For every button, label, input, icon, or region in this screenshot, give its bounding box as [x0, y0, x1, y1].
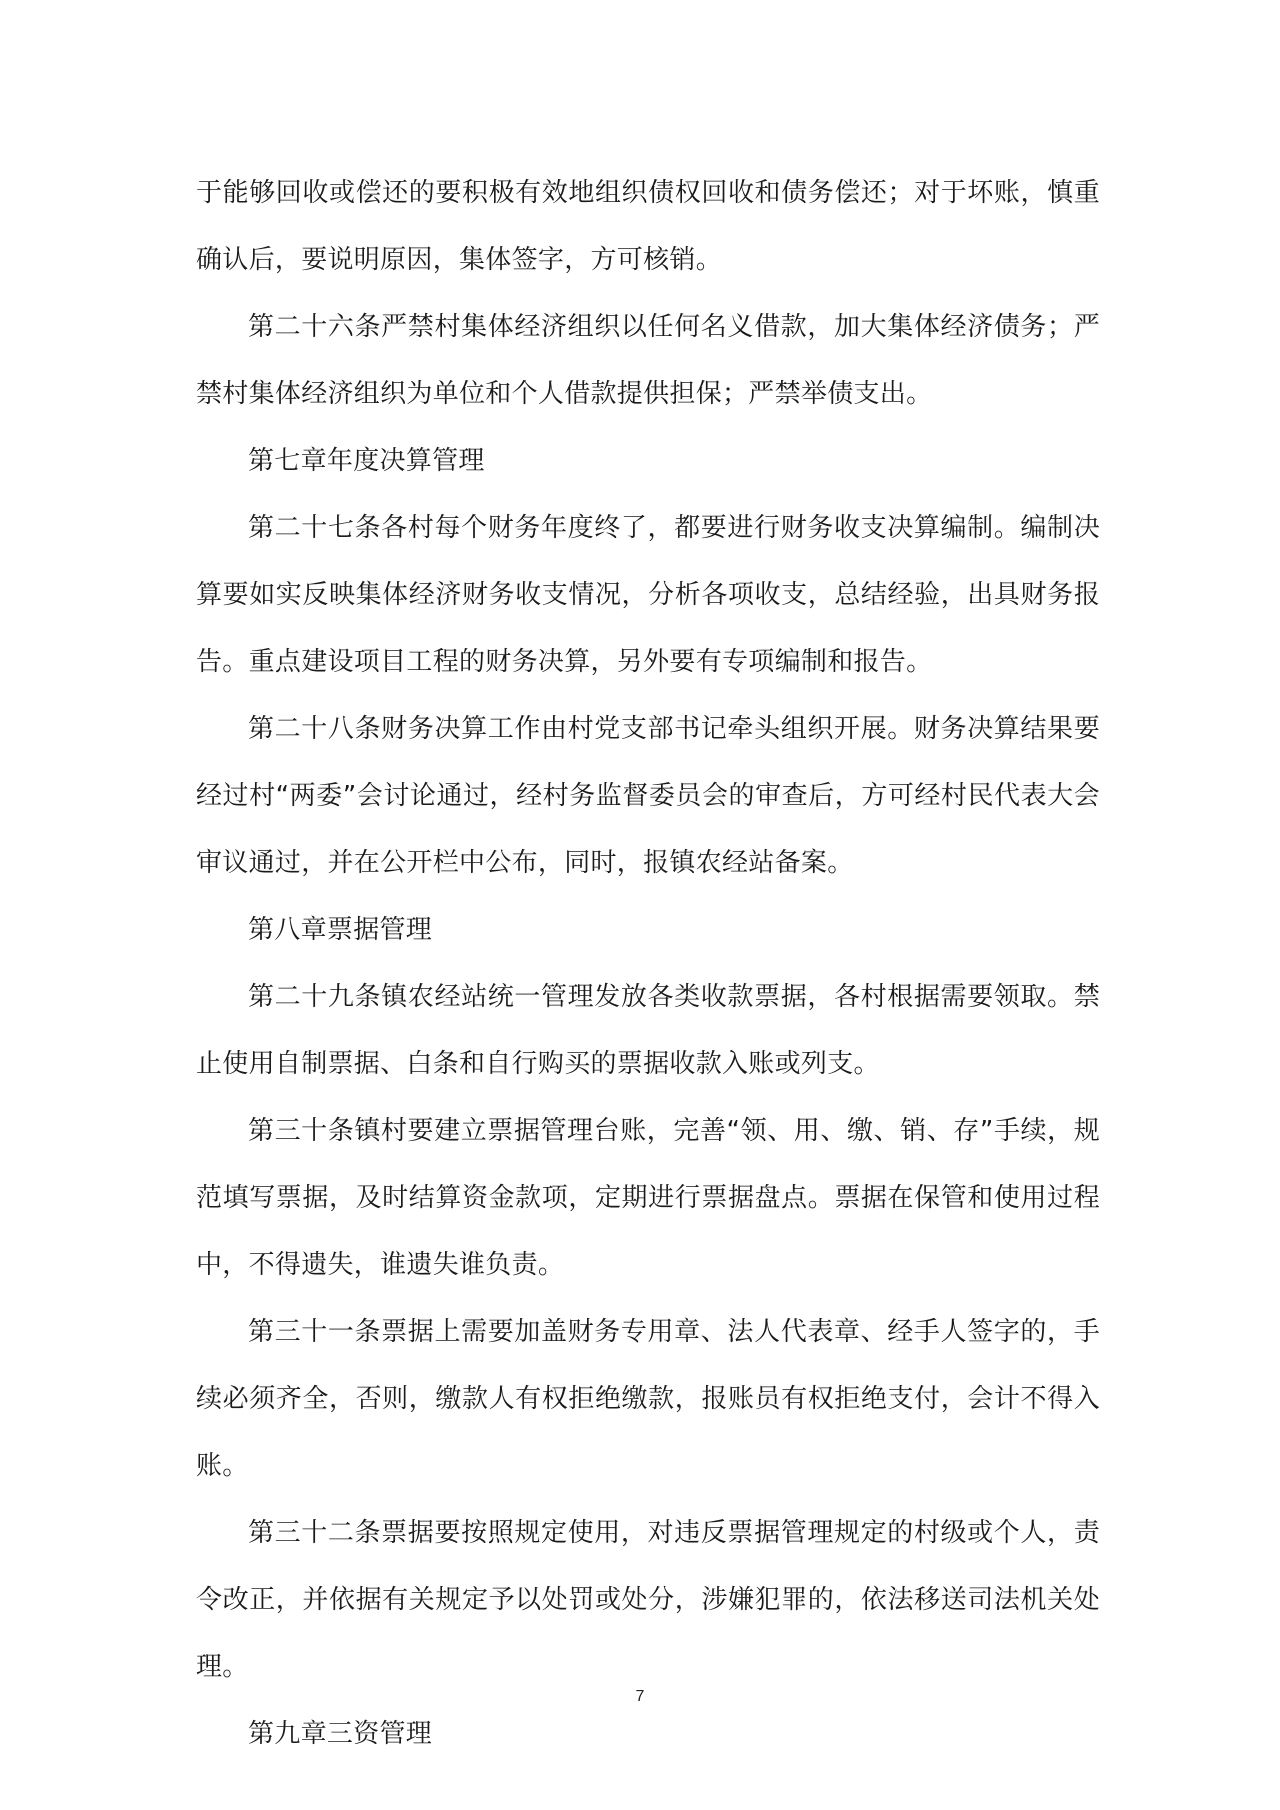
chapter-heading-8: 第八章票据管理	[248, 915, 433, 945]
paragraph-article-32: 第三十二条票据要按照规定使用，对违反票据管理规定的村级或个人，责令改正，并依据有关规定予以处罚或处分，涉嫌犯罪的，依法移送司法机关处理。	[196, 1518, 1100, 1682]
paragraph-article-28: 第二十八条财务决算工作由村党支部书记牵头组织开展。财务决算结果要经过村“两委”会讨论通过，经村务监督委员会的审查后，方可经村民代表大会审议通过，并在公开栏中公布，同时，报镇农经站备案。	[196, 714, 1100, 878]
paragraph-article-26: 第二十六条严禁村集体经济组织以任何名义借款，加大集体经济债务；严禁村集体经济组织为单位和个人借款提供担保；严禁举债支出。	[196, 312, 1100, 409]
chapter-heading-7: 第七章年度决算管理	[248, 446, 485, 476]
paragraph-continuation: 于能够回收或偿还的要积极有效地组织债权回收和债务偿还；对于坏账，慎重确认后，要说明原因，集体签字，方可核销。	[196, 178, 1100, 275]
chapter-heading-9: 第九章三资管理	[248, 1719, 433, 1749]
document-body	[196, 160, 1100, 1768]
paragraph-article-31: 第三十一条票据上需要加盖财务专用章、法人代表章、经手人签字的，手续必须齐全，否则，缴款人有权拒绝缴款，报账员有权拒绝支付，会计不得入账。	[196, 1317, 1100, 1481]
paragraph-article-30: 第三十条镇村要建立票据管理台账，完善“领、用、缴、销、存”手续，规范填写票据，及时结算资金款项，定期进行票据盘点。票据在保管和使用过程中，不得遗失，谁遗失谁负责。	[196, 1116, 1100, 1280]
paragraph-article-27: 第二十七条各村每个财务年度终了，都要进行财务收支决算编制。编制决算要如实反映集体经济财务收支情况，分析各项收支，总结经验，出具财务报告。重点建设项目工程的财务决算，另外要有专项编制和报告。	[196, 513, 1100, 677]
page-number: 7	[635, 1688, 645, 1705]
paragraph-article-29: 第二十九条镇农经站统一管理发放各类收款票据，各村根据需要领取。禁止使用自制票据、白条和自行购买的票据收款入账或列支。	[196, 982, 1100, 1079]
